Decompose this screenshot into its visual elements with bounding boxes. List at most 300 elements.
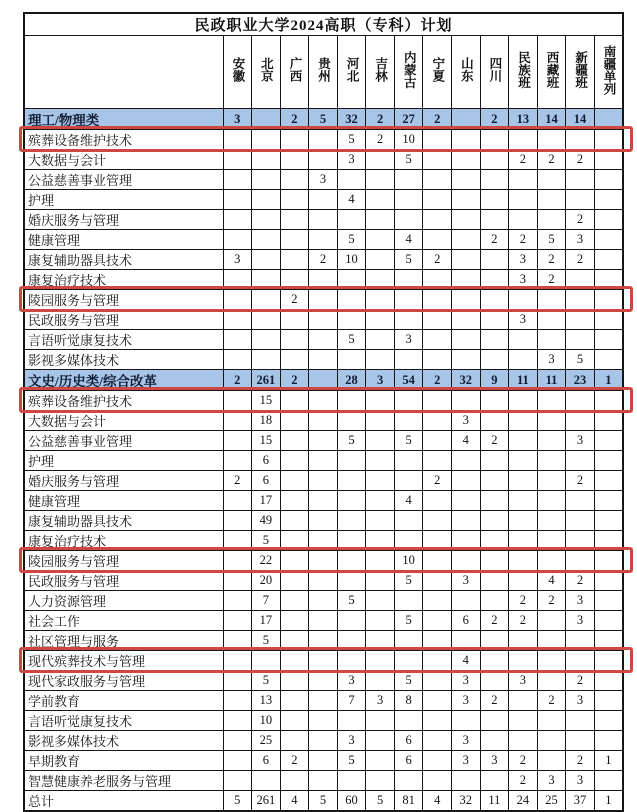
table-cell: 6 [394, 751, 423, 771]
table-cell [594, 250, 623, 270]
column-header [423, 36, 452, 109]
table-cell [423, 270, 452, 290]
table-cell [537, 531, 566, 551]
table-cell [366, 330, 395, 350]
table-cell: 3 [452, 691, 481, 711]
table-cell [366, 411, 395, 431]
table-cell: 22 [252, 551, 281, 571]
table-cell [423, 611, 452, 631]
table-cell [452, 210, 481, 230]
table-cell [366, 471, 395, 491]
table-cell: 2 [280, 370, 309, 391]
column-header-label: 安徽 [230, 57, 245, 82]
table-cell: 4 [423, 791, 452, 812]
row-label: 陵园服务与管理 [24, 290, 223, 310]
table-cell [337, 511, 366, 531]
table-cell: 5 [394, 431, 423, 451]
table-cell: 5 [252, 531, 281, 551]
row-label: 早期教育 [24, 751, 223, 771]
table-cell: 5 [394, 150, 423, 170]
row-label: 婚庆服务与管理 [24, 210, 223, 230]
table-cell [309, 210, 338, 230]
table-cell [280, 611, 309, 631]
table-cell [480, 310, 509, 330]
table-cell [309, 531, 338, 551]
table-cell [423, 631, 452, 651]
table-cell [509, 130, 538, 150]
row-label: 大数据与会计 [24, 411, 223, 431]
table-cell: 2 [480, 230, 509, 250]
table-cell [366, 771, 395, 791]
table-cell [309, 330, 338, 350]
table-cell [594, 150, 623, 170]
table-cell [309, 451, 338, 471]
table-cell [366, 491, 395, 511]
row-label: 影视多媒体技术 [24, 350, 223, 370]
table-cell [252, 190, 281, 210]
table-cell [309, 310, 338, 330]
table-row [24, 270, 623, 290]
table-cell [309, 130, 338, 150]
table-cell [566, 270, 595, 290]
table-cell: 3 [337, 731, 366, 751]
table-cell [366, 431, 395, 451]
table-cell [366, 651, 395, 671]
row-label: 民政服务与管理 [24, 310, 223, 330]
table-cell [423, 531, 452, 551]
table-cell [452, 230, 481, 250]
table-cell [452, 491, 481, 511]
row-label: 民政服务与管理 [24, 571, 223, 591]
table-row [24, 491, 623, 511]
table-cell [452, 771, 481, 791]
enrollment-plan-table [23, 12, 624, 812]
table-cell [594, 551, 623, 571]
table-cell: 10 [394, 551, 423, 571]
table-cell [394, 310, 423, 330]
table-cell [394, 591, 423, 611]
table-cell [223, 310, 252, 330]
table-cell [537, 190, 566, 210]
table-cell [594, 651, 623, 671]
table-cell: 2 [566, 210, 595, 230]
table-cell [452, 471, 481, 491]
table-cell: 7 [252, 591, 281, 611]
table-cell [537, 210, 566, 230]
table-cell: 18 [252, 411, 281, 431]
table-cell [309, 631, 338, 651]
table-row [24, 170, 623, 190]
table-cell [537, 130, 566, 150]
table-cell [337, 471, 366, 491]
column-header-label: 吉林 [373, 57, 388, 82]
table-cell [366, 571, 395, 591]
table-cell: 10 [394, 130, 423, 150]
table-cell [480, 551, 509, 571]
table-cell: 60 [337, 791, 366, 812]
table-cell: 5 [309, 791, 338, 812]
table-cell: 10 [337, 250, 366, 270]
table-cell [280, 631, 309, 651]
column-header-label: 西藏班 [545, 50, 560, 89]
table-row [24, 691, 623, 711]
table-cell [394, 350, 423, 370]
table-cell [223, 691, 252, 711]
table-cell [252, 130, 281, 150]
row-label: 康复辅助器具技术 [24, 511, 223, 531]
table-cell: 25 [537, 791, 566, 812]
table-cell [423, 210, 452, 230]
table-cell [509, 411, 538, 431]
table-cell [337, 391, 366, 411]
table-cell [566, 411, 595, 431]
table-row [24, 290, 623, 310]
table-cell: 20 [252, 571, 281, 591]
table-cell [366, 190, 395, 210]
table-cell [480, 591, 509, 611]
table-cell [452, 290, 481, 310]
table-cell [594, 190, 623, 210]
table-cell [537, 631, 566, 651]
table-cell: 3 [566, 611, 595, 631]
table-cell [337, 771, 366, 791]
table-cell [480, 511, 509, 531]
column-header-label: 南疆单列 [601, 44, 616, 95]
table-cell [509, 691, 538, 711]
table-cell [366, 591, 395, 611]
column-header [480, 36, 509, 109]
table-cell [309, 711, 338, 731]
table-cell [452, 391, 481, 411]
table-cell: 5 [252, 631, 281, 651]
table-cell [452, 109, 481, 130]
table-cell [566, 290, 595, 310]
table-cell [594, 310, 623, 330]
table-cell [509, 571, 538, 591]
table-cell [366, 310, 395, 330]
table-cell: 3 [509, 671, 538, 691]
table-cell [423, 391, 452, 411]
table-cell [423, 170, 452, 190]
table-cell [252, 170, 281, 190]
table-cell [566, 330, 595, 350]
table-cell [566, 190, 595, 210]
table-cell [394, 170, 423, 190]
table-cell [223, 551, 252, 571]
table-cell [594, 391, 623, 411]
column-header-label: 北京 [259, 57, 274, 82]
table-row [24, 531, 623, 551]
row-label: 大数据与会计 [24, 150, 223, 170]
table-cell [480, 210, 509, 230]
table-cell [280, 130, 309, 150]
row-label: 言语听觉康复技术 [24, 330, 223, 350]
table-cell: 2 [537, 691, 566, 711]
table-cell [366, 711, 395, 731]
table-cell [509, 731, 538, 751]
table-cell: 2 [509, 751, 538, 771]
table-row [24, 230, 623, 250]
table-cell [423, 551, 452, 571]
table-cell [366, 210, 395, 230]
table-cell: 3 [452, 411, 481, 431]
table-cell [223, 451, 252, 471]
table-cell [566, 511, 595, 531]
table-cell [280, 571, 309, 591]
table-cell [280, 411, 309, 431]
table-cell [366, 511, 395, 531]
table-cell [280, 150, 309, 170]
table-cell [594, 471, 623, 491]
column-header [509, 36, 538, 109]
table-cell [280, 531, 309, 551]
table-cell [423, 571, 452, 591]
table-cell [452, 631, 481, 651]
table-cell [223, 591, 252, 611]
table-cell [480, 250, 509, 270]
table-cell [223, 611, 252, 631]
table-cell [337, 210, 366, 230]
table-cell: 2 [537, 591, 566, 611]
table-cell: 3 [309, 170, 338, 190]
table-cell [366, 451, 395, 471]
row-label: 理工/物理类 [24, 109, 223, 130]
table-row [24, 190, 623, 210]
table-cell [309, 471, 338, 491]
table-cell [537, 511, 566, 531]
table-cell [309, 190, 338, 210]
table-cell: 3 [509, 270, 538, 290]
column-header-label: 山东 [459, 57, 474, 82]
table-cell [337, 270, 366, 290]
table-cell: 23 [566, 370, 595, 391]
table-cell [423, 130, 452, 150]
table-cell [252, 330, 281, 350]
row-label: 康复辅助器具技术 [24, 250, 223, 270]
table-cell: 5 [337, 130, 366, 150]
table-cell [509, 391, 538, 411]
table-cell [509, 170, 538, 190]
table-cell: 1 [594, 791, 623, 812]
table-cell [366, 531, 395, 551]
table-title: 民政职业大学2024高职（专科）计划 [24, 13, 623, 36]
table-cell [223, 631, 252, 651]
table-cell: 3 [337, 150, 366, 170]
table-row [24, 330, 623, 350]
table-cell [594, 711, 623, 731]
table-row [24, 771, 623, 791]
table-cell [594, 230, 623, 250]
table-cell [480, 290, 509, 310]
table-cell [452, 591, 481, 611]
table-cell: 2 [423, 471, 452, 491]
table-cell [337, 551, 366, 571]
table-cell [452, 170, 481, 190]
column-header-label: 四川 [487, 57, 502, 82]
table-cell [223, 751, 252, 771]
table-cell: 17 [252, 611, 281, 631]
table-cell [423, 591, 452, 611]
table-cell: 28 [337, 370, 366, 391]
table-cell [423, 310, 452, 330]
table-cell [594, 290, 623, 310]
table-cell: 32 [452, 370, 481, 391]
table-cell: 2 [480, 611, 509, 631]
table-cell: 32 [337, 109, 366, 130]
table-cell [366, 751, 395, 771]
table-cell [394, 451, 423, 471]
table-cell [280, 491, 309, 511]
table-cell: 4 [337, 190, 366, 210]
table-cell: 2 [509, 591, 538, 611]
table-cell [280, 471, 309, 491]
table-cell [566, 731, 595, 751]
table-cell [480, 150, 509, 170]
table-cell [480, 391, 509, 411]
table-cell: 3 [566, 691, 595, 711]
table-cell [537, 391, 566, 411]
table-cell: 2 [566, 751, 595, 771]
table-cell [223, 671, 252, 691]
table-cell [280, 230, 309, 250]
table-cell [337, 310, 366, 330]
table-cell: 2 [566, 150, 595, 170]
table-cell [452, 551, 481, 571]
table-cell [423, 711, 452, 731]
section-header-row [24, 370, 623, 391]
corner-cell [24, 36, 223, 109]
table-cell: 5 [394, 671, 423, 691]
table-cell: 2 [280, 751, 309, 771]
table-cell [394, 290, 423, 310]
column-header [594, 36, 623, 109]
table-cell [223, 491, 252, 511]
table-cell [309, 270, 338, 290]
table-cell: 3 [509, 250, 538, 270]
table-cell: 2 [537, 270, 566, 290]
table-cell [252, 350, 281, 370]
table-cell: 3 [366, 370, 395, 391]
table-cell [594, 671, 623, 691]
table-cell [223, 330, 252, 350]
table-cell [423, 290, 452, 310]
table-cell [423, 451, 452, 471]
column-header [280, 36, 309, 109]
table-cell [223, 190, 252, 210]
table-cell: 4 [537, 571, 566, 591]
table-cell [566, 651, 595, 671]
table-cell: 6 [252, 471, 281, 491]
table-cell: 2 [566, 571, 595, 591]
table-cell [252, 210, 281, 230]
table-row [24, 471, 623, 491]
table-cell: 2 [423, 370, 452, 391]
table-cell: 4 [452, 651, 481, 671]
table-cell [366, 290, 395, 310]
table-cell [509, 451, 538, 471]
table-cell [309, 691, 338, 711]
table-row [24, 751, 623, 771]
column-header [566, 36, 595, 109]
table-row [24, 651, 623, 671]
table-cell [594, 731, 623, 751]
table-cell [223, 270, 252, 290]
table-cell: 3 [537, 771, 566, 791]
table-cell: 17 [252, 491, 281, 511]
table-cell [537, 611, 566, 631]
table-cell [594, 270, 623, 290]
table-cell [480, 711, 509, 731]
column-header [309, 36, 338, 109]
table-cell [280, 711, 309, 731]
table-cell [509, 551, 538, 571]
table-cell [280, 310, 309, 330]
table-cell [423, 431, 452, 451]
table-cell [280, 671, 309, 691]
table-cell [594, 109, 623, 130]
table-cell [423, 230, 452, 250]
table-cell [280, 731, 309, 751]
table-cell [394, 411, 423, 431]
table-cell: 14 [537, 109, 566, 130]
table-cell: 27 [394, 109, 423, 130]
table-cell [309, 491, 338, 511]
table-cell: 11 [480, 791, 509, 812]
table-cell: 261 [252, 791, 281, 812]
table-cell [423, 691, 452, 711]
column-header-label: 河北 [345, 57, 360, 82]
table-cell [480, 571, 509, 591]
table-cell [394, 631, 423, 651]
table-cell [366, 611, 395, 631]
table-cell [537, 551, 566, 571]
table-cell [480, 130, 509, 150]
table-cell [423, 651, 452, 671]
table-cell [394, 711, 423, 731]
table-cell [252, 771, 281, 791]
table-row [24, 150, 623, 170]
table-cell [452, 150, 481, 170]
table-cell [337, 170, 366, 190]
table-cell: 3 [452, 571, 481, 591]
table-cell [366, 250, 395, 270]
table-cell [280, 170, 309, 190]
table-cell [509, 631, 538, 651]
table-cell [480, 190, 509, 210]
table-cell [337, 531, 366, 551]
table-cell [537, 451, 566, 471]
table-cell [280, 270, 309, 290]
table-cell [452, 711, 481, 731]
table-cell [452, 330, 481, 350]
table-cell [309, 370, 338, 391]
table-cell: 2 [566, 671, 595, 691]
table-cell: 7 [337, 691, 366, 711]
table-cell [566, 491, 595, 511]
table-cell [280, 350, 309, 370]
table-cell: 3 [566, 431, 595, 451]
table-cell: 2 [566, 471, 595, 491]
table-cell [423, 150, 452, 170]
table-cell: 11 [537, 370, 566, 391]
table-cell [509, 290, 538, 310]
table-cell [480, 771, 509, 791]
table-cell [423, 771, 452, 791]
table-row [24, 611, 623, 631]
row-label: 智慧健康养老服务与管理 [24, 771, 223, 791]
table-cell [309, 611, 338, 631]
table-cell [594, 170, 623, 190]
